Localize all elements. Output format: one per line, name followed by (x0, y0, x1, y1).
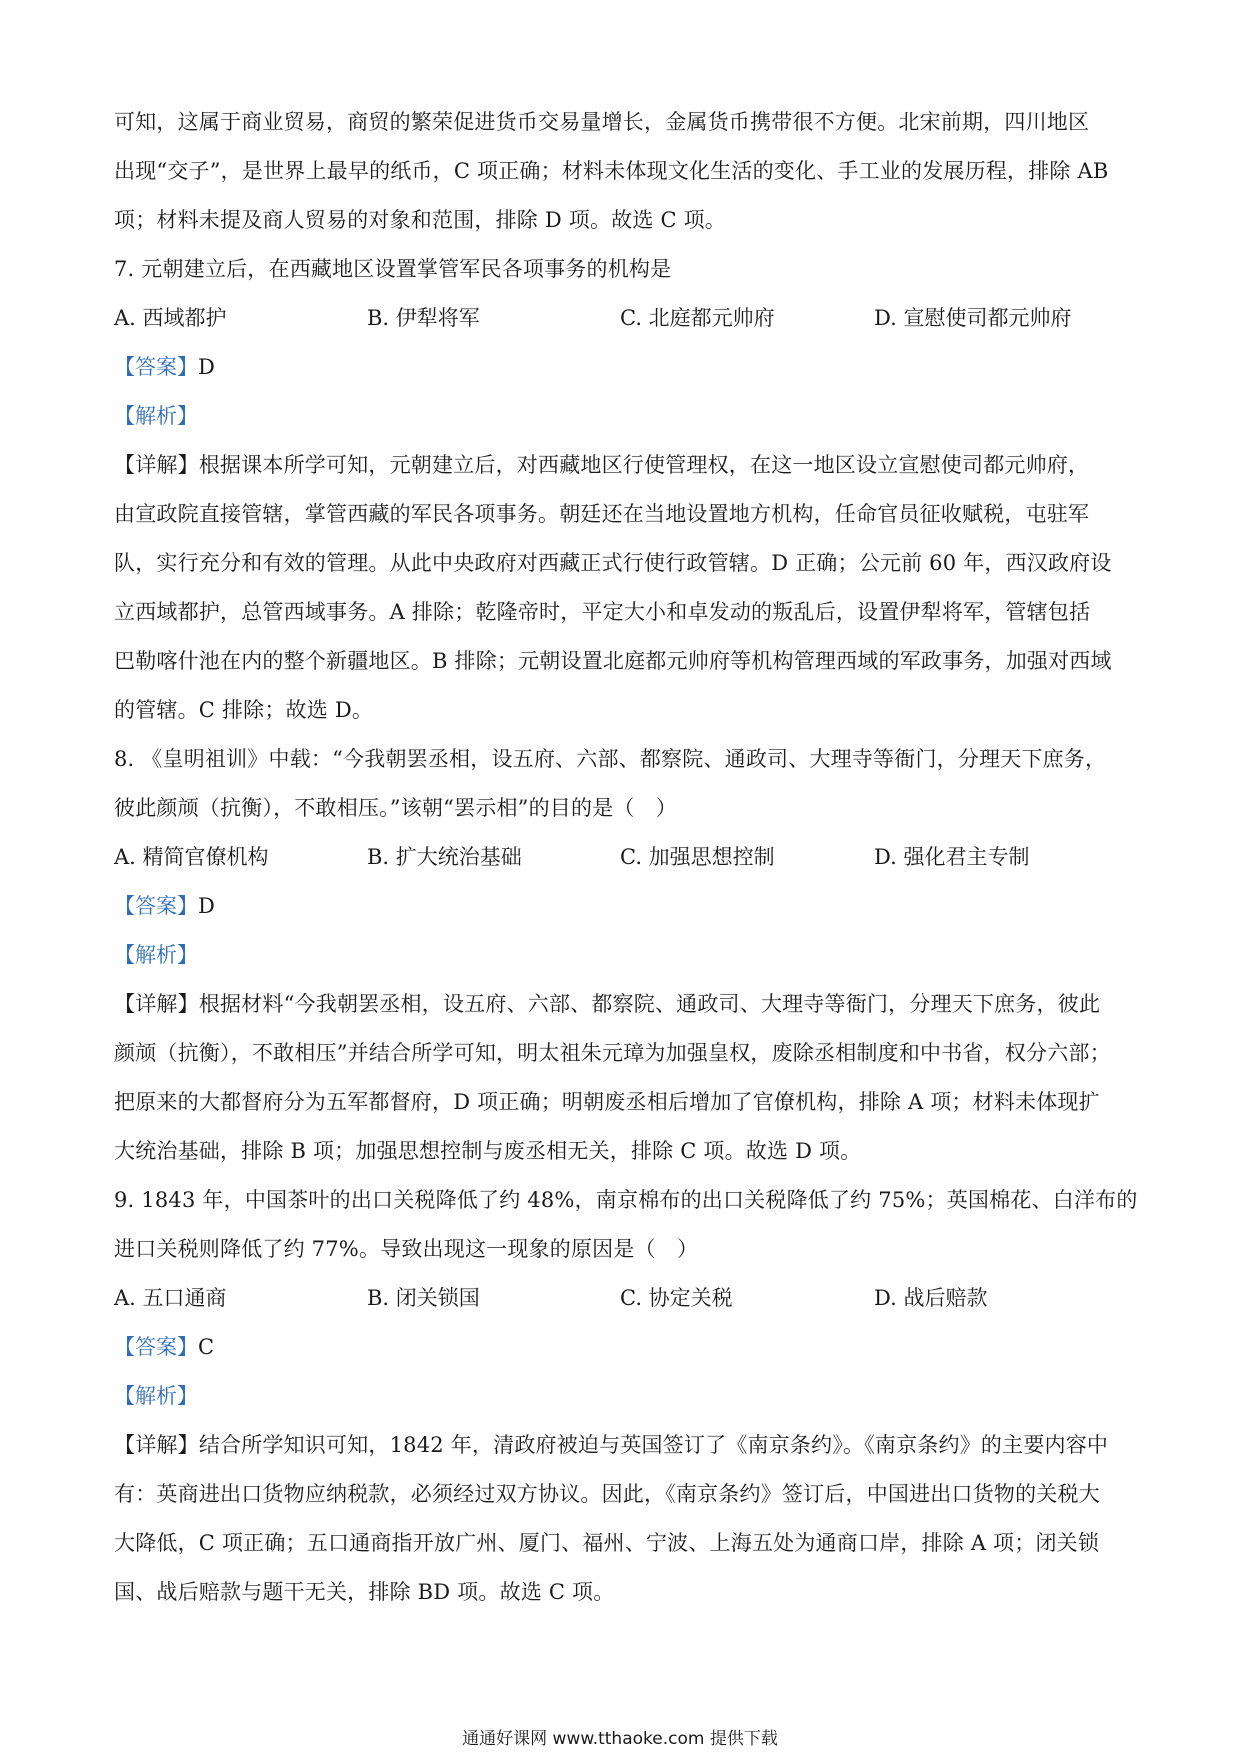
question-7-options (114, 294, 1130, 343)
paragraph-line: 的管辖。C 排除；故选 D。 (114, 698, 374, 722)
analysis-line (114, 1372, 1130, 1421)
answer-line (114, 343, 1130, 392)
detail-line (114, 980, 1130, 1029)
answer-label: 【答案】 (114, 1335, 198, 1359)
option-c: C. 北庭都元帅府 (620, 306, 775, 330)
paragraph-line: 队，实行充分和有效的管理。从此中央政府对西藏正式行使行政管辖。D 正确；公元前 60 年，西汉政府设 (114, 551, 1112, 575)
detail-text: 根据课本所学可知，元朝建立后，对西藏地区行使管理权，在这一地区设立宣慰使司都元帅府， (198, 453, 1090, 477)
question-8-stem: 8. 《皇明祖训》中载：“今我朝罢丞相，设五府、六部、都察院、通政司、大理寺等衙门，分理天下庶务， (114, 747, 1107, 771)
paragraph-line: 项；材料未提及商人贸易的对象和范围，排除 D 项。故选 C 项。 (114, 208, 727, 232)
option-a: A. 五口通商 (114, 1286, 227, 1310)
detail-text: 结合所学知识可知，1842 年，清政府被迫与英国签订了《南京条约》。《南京条约》的主要内容中 (198, 1433, 1109, 1457)
answer-value: C (198, 1335, 215, 1359)
question-9-stem: 进口关税则降低了约 77%。导致出现这一现象的原因是（ ） (114, 1237, 699, 1261)
analysis-label: 【解析】 (114, 1384, 198, 1408)
analysis-line (114, 931, 1130, 980)
detail-label: 【详解】 (114, 453, 199, 477)
option-d: D. 宣慰使司都元帅府 (874, 306, 1072, 330)
detail-label: 【详解】 (114, 992, 199, 1016)
question-9-options (114, 1274, 1130, 1323)
paragraph-line: 大降低，C 项正确；五口通商指开放广州、厦门、福州、宁波、上海五处为通商口岸，排除 A 项；闭关锁 (114, 1531, 1100, 1555)
option-d: D. 强化君主专制 (874, 845, 1030, 869)
option-c: C. 加强思想控制 (620, 845, 775, 869)
option-b: B. 扩大统治基础 (367, 845, 522, 869)
page-footer: 通通好课网 www.tthaoke.com 提供下载 (462, 1729, 778, 1749)
answer-line (114, 882, 1130, 931)
question-8-stem: 彼此颜颃（抗衡），不敢相压。”该朝“罢示相”的目的是（ ） (114, 796, 678, 820)
answer-value: D (198, 894, 215, 918)
paragraph-line: 把原来的大都督府分为五军都督府，D 项正确；明朝废丞相后增加了官僚机构，排除 A 项；材料未体现扩 (114, 1090, 1100, 1114)
paragraph-line: 立西域都护，总管西域事务。A 排除；乾隆帝时，平定大小和卓发动的叛乱后，设置伊犁将军，管辖包括 (114, 600, 1091, 624)
question-8-options (114, 833, 1130, 882)
detail-line (114, 1421, 1130, 1470)
paragraph-line: 颜颃（抗衡），不敢相压”并结合所学可知，明太祖朱元璋为加强皇权，废除丞相制度和中书省，权分六部； (114, 1041, 1111, 1065)
detail-line (114, 441, 1130, 490)
document-body (114, 98, 1138, 1617)
option-b: B. 伊犁将军 (367, 306, 480, 330)
paragraph-line: 大统治基础，排除 B 项；加强思想控制与废丞相无关，排除 C 项。故选 D 项。 (114, 1139, 862, 1163)
option-d: D. 战后赔款 (874, 1286, 988, 1310)
question-7-stem: 7. 元朝建立后，在西藏地区设置掌管军民各项事务的机构是 (114, 257, 672, 281)
paragraph-line: 国、战后赔款与题干无关，排除 BD 项。故选 C 项。 (114, 1580, 615, 1604)
answer-line (114, 1323, 1130, 1372)
paragraph-line: 可知，这属于商业贸易，商贸的繁荣促进货币交易量增长，金属货币携带很不方便。北宋前期，四川地区 (114, 110, 1090, 134)
paragraph-line: 由宣政院直接管辖，掌管西藏的军民各项事务。朝廷还在当地设置地方机构，任命官员征收赋税，屯驻军 (114, 502, 1090, 526)
paragraph-line: 有：英商进出口货物应纳税款，必须经过双方协议。因此，《南京条约》签订后，中国进出口货物的关税大 (114, 1482, 1100, 1506)
analysis-label: 【解析】 (114, 404, 198, 428)
detail-label: 【详解】 (114, 1433, 199, 1457)
question-9-stem: 9. 1843 年，中国茶叶的出口关税降低了约 48%，南京棉布的出口关税降低了约 75%；英国棉花、白洋布的 (114, 1188, 1138, 1212)
option-c: C. 协定关税 (620, 1286, 733, 1310)
answer-label: 【答案】 (114, 894, 198, 918)
paragraph-line: 出现“交子”，是世界上最早的纸币，C 项正确；材料未体现文化生活的变化、手工业的发展历程，排除 AB (114, 159, 1109, 183)
option-a: A. 西域都护 (114, 306, 227, 330)
answer-label: 【答案】 (114, 355, 198, 379)
answer-value: D (198, 355, 215, 379)
detail-text: 根据材料“今我朝罢丞相，设五府、六部、都察院、通政司、大理寺等衙门，分理天下庶务，彼此 (198, 992, 1101, 1016)
option-a: A. 精简官僚机构 (114, 845, 269, 869)
option-b: B. 闭关锁国 (367, 1286, 480, 1310)
analysis-line (114, 392, 1130, 441)
paragraph-line: 巴勒喀什池在内的整个新疆地区。B 排除；元朝设置北庭都元帅府等机构管理西域的军政事务，加强对西域 (114, 649, 1112, 673)
analysis-label: 【解析】 (114, 943, 198, 967)
